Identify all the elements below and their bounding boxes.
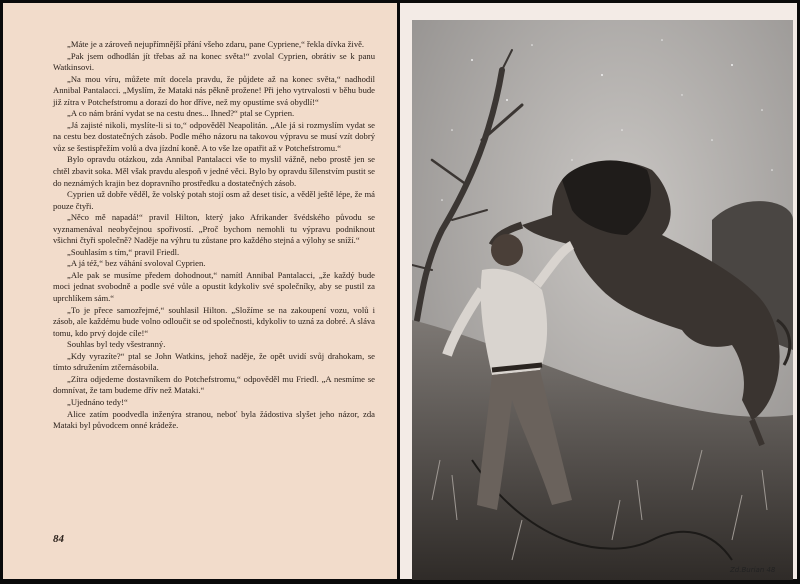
paragraph: „A já též,“ bez váhání svoloval Cyprien. [67,258,206,269]
paragraph: „Pak jsem odhodlán jít třebas až na konec světa!“ zvolal Cyprien, obrátiv se k panu Watkinsovi. [53,50,375,73]
left-page [3,3,397,579]
paragraph: „Ujednáno tedy!“ [67,396,128,407]
paragraph: „Souhlasím s tím,“ pravil Friedl. [67,246,180,257]
right-page [400,3,797,579]
paragraph: Cyprien už dobře věděl, že volský potah stojí osm až deset tisíc, a věděl ještě lépe, že má pouze čtyři. [53,189,375,211]
artist-signature: Zd.Burian 48 [730,566,776,574]
paragraph: Alice zatím poodvedla inženýra stranou, neboť byla žádostiva slyšet jeho názor, zda Mataki byl původcem onné krádeže. [53,408,375,431]
paragraph: „Něco mě napadá!“ pravil Hilton, který jako Afrikander švédského původu se vyznamenával neobyčejnou spořivostí. „Proč bychom nemohli tu výpravu podniknout všichni čtyři společně? Naděje na výhru tu zůstane pro každého stejná a výlohy se sníží.“ [53,212,375,246]
paragraph: Bylo opravdu otázkou, zda Annibal Pantalacci vše to myslil vážně, nebo prostě jen se chtěl zbavit soka. Měl však pravdu alespoň v jedné věci. Bylo by opravdu šílenstvím pustit se do neznámých krajin bez dopravního prostředku a dostatečných zásob. [53,154,375,188]
paragraph: „Já zajisté nikoli, myslíte-li si to,“ odpověděl Neapolitán. „Ale já si rozmyslím vydat se na cestu bez dostatečných zásob. Podle mého názoru na takovou výpravu se musí vzít dobrý vůz se šestispřežím volů a dva jízdní koně. A to vše lze opatřit až v Potchefstromu.“ [53,119,375,153]
paragraph: „A co nám brání vydat se na cestu dnes... Ihned?“ ptal se Cyprien. [67,108,295,119]
lion-attack-illustration [412,20,793,580]
text-body [53,39,375,432]
paragraph: „To je přece samozřejmé,“ souhlasil Hilton. „Složíme se na zakoupení vozu, volů i zásob, ale každému bude volno odloučit se od společnosti, kdykoliv to uzná za dobré. A sláva tomu, kdo prvý dojde cíle!“ [53,304,375,338]
paragraph: „Kdy vyrazíte?“ ptal se John Watkins, jehož naděje, že opět uvidí svůj drahokam, se tímto sdružením ztčernásobila. [53,350,375,373]
paragraph: „Ale pak se musíme předem dohodnout,“ namítl Annibal Pantalacci, „že každý bude moci jednat svobodně a podle své vůle a opustit kdykoliv své společníky, aby se pustil za uprchlíkem sám.“ [53,269,375,304]
paragraph: „Zítra odjedeme dostavníkem do Potchefstromu,“ odpověděl mu Friedl. „A nesmíme se domnívat, že tam budeme dřív než Mataki.“ [53,373,375,396]
paragraph: Souhlas byl tedy všestranný. [67,339,166,350]
paragraph: „Máte je a zároveň nejupřímnější přání všeho zdaru, pane Cypriene,“ řekla dívka živě. [67,39,365,49]
paragraph: „Na mou víru, můžete mít docela pravdu, že půjdete až na konec světa,“ nadhodil Annibal Pantalacci. „Myslím, že Mataki nás pěkně prožene! Při jeho vytrvalosti v běhu bude již zítra v Potchefstromu a dorazí do hor dříve, než my opustíme svá obydlí!“ [53,73,375,107]
page-number: 84 [53,533,64,545]
